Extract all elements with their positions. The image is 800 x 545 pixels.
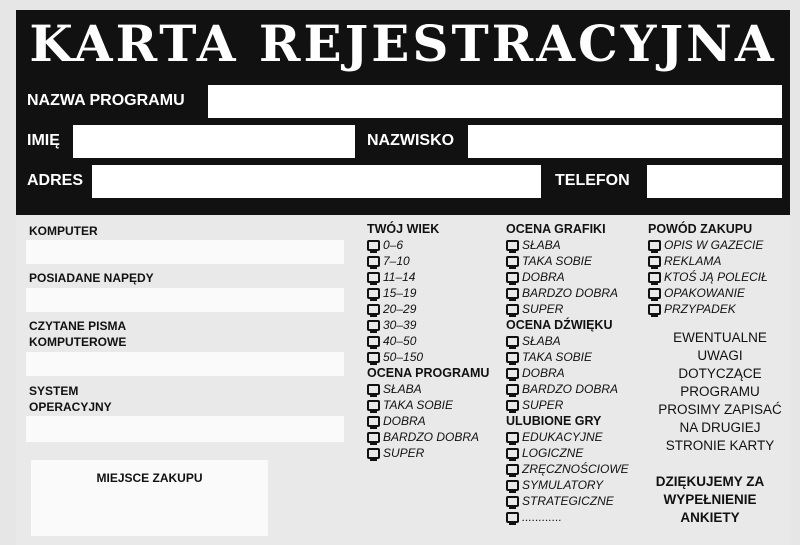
ocena-grafiki-option[interactable]: BARDZO DOBRA [506,285,629,301]
wiek-option[interactable]: 15–19 [367,285,489,301]
telefon-label: TELEFON [555,172,630,189]
monitor-checkbox-icon[interactable] [506,256,519,267]
ocena-dzwieku-option[interactable]: TAKA SOBIE [506,349,629,365]
monitor-checkbox-icon[interactable] [506,480,519,491]
monitor-checkbox-icon[interactable] [506,240,519,251]
powod-zakupu-heading: POWÓD ZAKUPU [648,222,753,236]
ulubione-gry-option[interactable]: EDUKACYJNE [506,429,629,445]
monitor-checkbox-icon[interactable] [367,448,380,459]
monitor-checkbox-icon[interactable] [648,304,661,315]
wiek-option[interactable]: 50–150 [367,349,489,365]
pisma-field[interactable] [26,352,344,376]
monitor-checkbox-icon[interactable] [367,304,380,315]
monitor-checkbox-icon[interactable] [648,256,661,267]
ulubione-gry-other[interactable]: ............ [506,509,629,525]
miejsce-zakupu-label: MIEJSCE ZAKUPU [96,471,203,485]
monitor-checkbox-icon[interactable] [648,288,661,299]
system-label-1: SYSTEM [29,384,79,398]
monitor-checkbox-icon[interactable] [506,384,519,395]
monitor-checkbox-icon[interactable] [367,320,380,331]
monitor-checkbox-icon[interactable] [506,448,519,459]
ulubione-gry-heading: ULUBIONE GRY [506,414,602,428]
adres-label: ADRES [27,172,84,189]
monitor-checkbox-icon[interactable] [367,272,380,283]
imie-field[interactable] [73,125,355,158]
monitor-checkbox-icon[interactable] [506,288,519,299]
nazwisko-field[interactable] [468,125,782,158]
ocena-programu-option[interactable]: DOBRA [367,413,489,429]
monitor-checkbox-icon[interactable] [648,272,661,283]
monitor-checkbox-icon[interactable] [506,304,519,315]
monitor-checkbox-icon[interactable] [506,400,519,411]
ulubione-gry-option[interactable]: STRATEGICZNE [506,493,629,509]
monitor-checkbox-icon[interactable] [506,464,519,475]
monitor-checkbox-icon[interactable] [506,496,519,507]
thanks-note: DZIĘKUJEMY ZA WYPEŁNIENIE ANKIETY [655,474,765,525]
ocena-programu-option[interactable]: TAKA SOBIE [367,397,489,413]
ocena-grafiki-option[interactable]: SŁABA [506,237,629,253]
telefon-field[interactable] [647,165,782,198]
monitor-checkbox-icon[interactable] [506,368,519,379]
monitor-checkbox-icon[interactable] [367,336,380,347]
napedy-label: POSIADANE NAPĘDY [29,271,154,285]
monitor-checkbox-icon[interactable] [367,400,380,411]
wiek-option[interactable]: 20–29 [367,301,489,317]
wiek-option[interactable]: 11–14 [367,269,489,285]
komputer-label: KOMPUTER [29,224,98,238]
column-wiek [367,221,489,461]
nazwisko-label: NAZWISKO [367,132,455,149]
ocena-dzwieku-option[interactable]: DOBRA [506,365,629,381]
powod-zakupu-option[interactable]: REKLAMA [648,253,768,269]
ocena-dzwieku-option[interactable]: BARDZO DOBRA [506,381,629,397]
wiek-heading: TWÓJ WIEK [367,222,440,236]
column-ocena [506,221,629,525]
imie-label: IMIĘ [27,132,60,149]
wiek-option[interactable]: 0–6 [367,237,489,253]
ocena-dzwieku-heading: OCENA DŹWIĘKU [506,318,613,332]
monitor-checkbox-icon[interactable] [506,512,519,523]
ocena-programu-option[interactable]: BARDZO DOBRA [367,429,489,445]
komputer-field[interactable] [26,240,344,264]
ulubione-gry-option[interactable]: LOGICZNE [506,445,629,461]
monitor-checkbox-icon[interactable] [506,272,519,283]
monitor-checkbox-icon[interactable] [367,240,380,251]
system-field[interactable] [26,416,344,442]
nazwa-programu-field[interactable] [208,85,782,118]
uwagi-note: EWENTUALNE UWAGI DOTYCZĄCE PROGRAMU PROSIMY ZAPISAĆ NA DRUGIEJ STRONIE KARTY [658,330,782,453]
wiek-option[interactable]: 7–10 [367,253,489,269]
monitor-checkbox-icon[interactable] [367,432,380,443]
ulubione-gry-option[interactable]: ZRĘCZNOŚCIOWE [506,461,629,477]
ocena-programu-heading: OCENA PROGRAMU [367,366,490,380]
nazwa-programu-label: NAZWA PROGRAMU [27,92,185,109]
powod-zakupu-option[interactable]: OPAKOWANIE [648,285,768,301]
wiek-option[interactable]: 30–39 [367,317,489,333]
ocena-grafiki-option[interactable]: TAKA SOBIE [506,253,629,269]
ocena-grafiki-option[interactable]: SUPER [506,301,629,317]
monitor-checkbox-icon[interactable] [367,256,380,267]
powod-zakupu-option[interactable]: KTOŚ JĄ POLECIŁ [648,269,768,285]
monitor-checkbox-icon[interactable] [506,432,519,443]
monitor-checkbox-icon[interactable] [506,352,519,363]
powod-zakupu-option[interactable]: PRZYPADEK [648,301,768,317]
wiek-option[interactable]: 40–50 [367,333,489,349]
ulubione-gry-option[interactable]: SYMULATORY [506,477,629,493]
powod-zakupu-option[interactable]: OPIS W GAZECIE [648,237,768,253]
ocena-programu-option[interactable]: SUPER [367,445,489,461]
pisma-label-1: CZYTANE PISMA [29,319,127,333]
pisma-label-2: KOMPUTEROWE [29,335,127,349]
monitor-checkbox-icon[interactable] [367,352,380,363]
column-powod [648,221,768,317]
ocena-dzwieku-option[interactable]: SŁABA [506,333,629,349]
adres-field[interactable] [92,165,541,198]
ocena-grafiki-option[interactable]: DOBRA [506,269,629,285]
monitor-checkbox-icon[interactable] [506,336,519,347]
monitor-checkbox-icon[interactable] [367,384,380,395]
monitor-checkbox-icon[interactable] [648,240,661,251]
napedy-field[interactable] [26,288,344,312]
card-title: KARTA REJESTRACYJNA [29,14,777,73]
ocena-programu-option[interactable]: SŁABA [367,381,489,397]
ocena-grafiki-heading: OCENA GRAFIKI [506,222,606,236]
monitor-checkbox-icon[interactable] [367,288,380,299]
monitor-checkbox-icon[interactable] [367,416,380,427]
ocena-dzwieku-option[interactable]: SUPER [506,397,629,413]
system-label-2: OPERACYJNY [29,400,112,414]
